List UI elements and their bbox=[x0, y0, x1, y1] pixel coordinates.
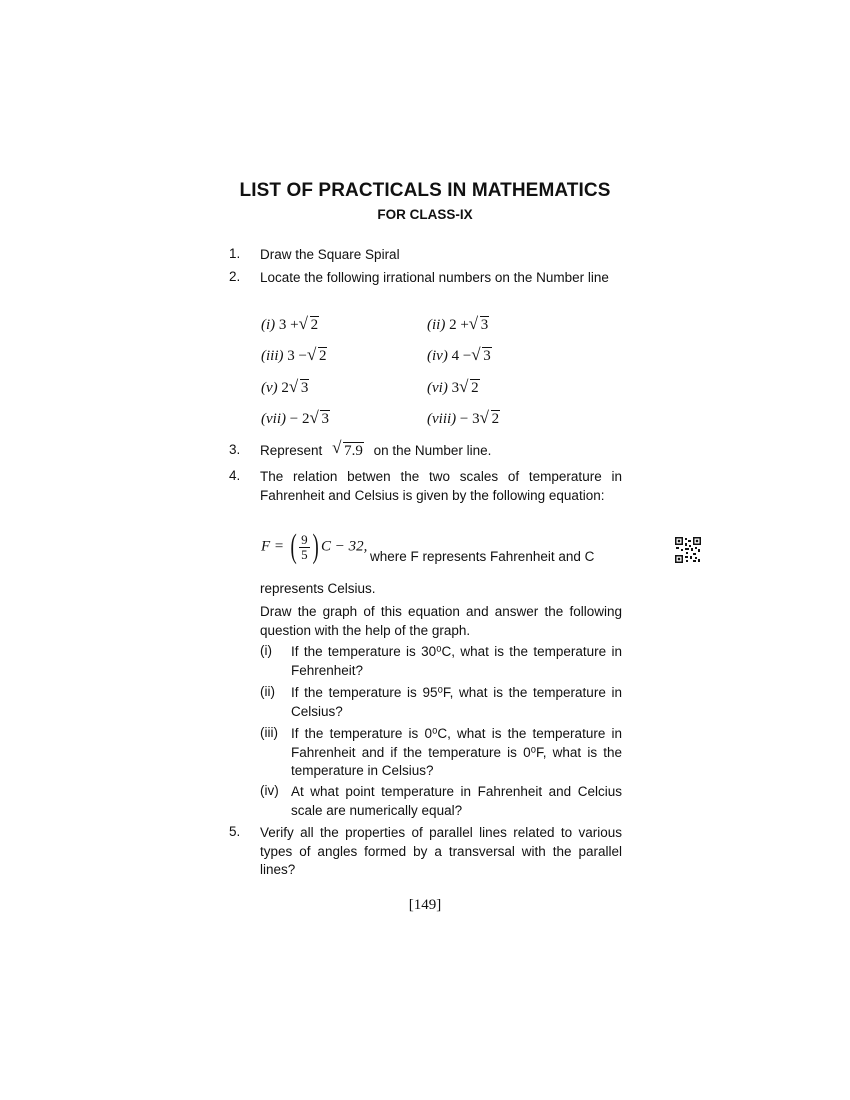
question-label: (iv) bbox=[260, 783, 279, 798]
item-number: 3. bbox=[229, 442, 241, 457]
irrational-expression: (vii) − 2 √ 3 bbox=[261, 408, 329, 427]
question-label: (iii) bbox=[260, 725, 278, 740]
question-text: If the temperature is 30⁰C, what is the temperature in Fehrenheit? bbox=[291, 644, 622, 678]
item-number: 1. bbox=[229, 246, 241, 261]
question-label: (ii) bbox=[260, 684, 275, 699]
irrational-expression: (vi) 3 √ 2 bbox=[427, 377, 479, 396]
irrational-expression: (ii) 2 + √ 3 bbox=[427, 314, 489, 333]
irrational-expression: (iii) 3 − √ 2 bbox=[261, 345, 327, 364]
item-text: Verify all the properties of parallel lines related to various types of angles formed by a transversal with the parallel lines? bbox=[260, 825, 622, 877]
item-number: 2. bbox=[229, 269, 241, 284]
page-subtitle: FOR CLASS-IX bbox=[377, 207, 473, 222]
item-text: Locate the following irrational numbers on the Number line bbox=[260, 270, 609, 285]
irrational-expression: (v) 2 √ 3 bbox=[261, 377, 309, 396]
irrational-expression: (iv) 4 − √ 3 bbox=[427, 345, 491, 364]
irrational-expression: (viii) − 3 √ 2 bbox=[427, 408, 500, 427]
temperature-equation: F = ( $\frac{9}{5}$ ) C − 32, bbox=[261, 528, 368, 565]
question-text: If the temperature is 95⁰F, what is the temperature in Celsius? bbox=[291, 685, 622, 719]
item-text: Draw the Square Spiral bbox=[260, 247, 400, 262]
page-title: LIST OF PRACTICALS IN MATHEMATICS bbox=[239, 180, 611, 201]
equation-explanation: represents Celsius. bbox=[260, 581, 376, 596]
question-label: (i) bbox=[260, 643, 272, 658]
item-text: The relation betwen the two scales of temperature in Fahrenheit and Celsius is given by the following equation: bbox=[260, 469, 622, 503]
item-number: 5. bbox=[229, 824, 241, 839]
irrational-expression: (i) 3 + √ 2 bbox=[261, 314, 319, 333]
page-number: [149] bbox=[408, 897, 442, 913]
item-number: 4. bbox=[229, 468, 241, 483]
sqrt-expression: √ 7.9 bbox=[332, 438, 363, 459]
question-text: If the temperature is 0⁰C, what is the temperature in Fahrenheit and if the temperature is 0⁰F, what is the temperature in Celsius? bbox=[291, 726, 622, 778]
graph-instruction: Draw the graph of this equation and answer the following question with the help of the graph. bbox=[260, 604, 622, 638]
qr-code-icon bbox=[675, 537, 701, 563]
item-text: Represent √ 7.9 on the Number line. bbox=[260, 438, 492, 459]
equation-explanation: where F represents Fahrenheit and C bbox=[370, 549, 595, 564]
question-text: At what point temperature in Fahrenheit and Celcius scale are numerically equal? bbox=[291, 784, 622, 818]
